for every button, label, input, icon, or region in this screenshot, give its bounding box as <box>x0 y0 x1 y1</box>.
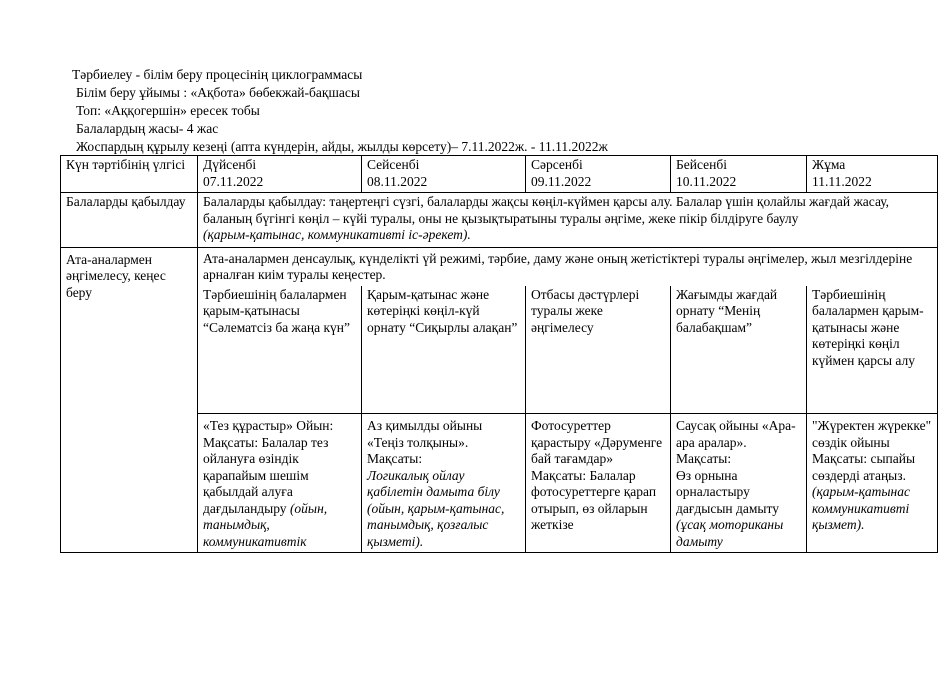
game-note: (ойын, қарым-қатынас, танымдық, қозғалыс қызметі). <box>367 500 505 549</box>
game-text: Саусақ ойыны «Ара-ара аралар». Мақсаты: <box>676 418 796 466</box>
game-note: (ұсақ моториканы дамыту <box>676 517 784 549</box>
day-name: Жұма <box>812 157 846 172</box>
game-cell <box>362 414 526 553</box>
game-text: «Тез құрастыр» Ойын: Мақсаты: Балалар тез ойлануға өзіндік қарапайым шешім қабылдай алуға дағдыландыру <box>203 418 334 516</box>
day-header <box>198 156 362 193</box>
parents-cell: Тәрбиешінің балалармен қарым-қатынасы “Сәлематсіз ба жаңа күн” <box>198 286 362 414</box>
parents-cell: Отбасы дәстүрлері туралы жеке әңгімелесу <box>526 286 671 414</box>
reception-note: (қарым-қатынас, коммуникативті іс-әрекет). <box>203 227 471 242</box>
game-text: Фотосуреттер қарастыру «Дәруменге бай тағамдар» Мақсаты: Балалар фотосуреттерге қарап отырып, өз ойларын жеткізе <box>531 418 663 532</box>
group-line: Топ: «Аққогершін» ересек тобы <box>76 103 260 118</box>
day-name: Дүйсенбі <box>203 157 257 172</box>
day-name: Сейсенбі <box>367 157 420 172</box>
day-name: Сәрсенбі <box>531 157 583 172</box>
game-text: "Жүректен жүрекке" сөздік ойыны Мақсаты: сыпайы сөздерді атаңыз. <box>812 418 932 483</box>
period-line: Жоспардың құрылу кезеңі (апта күндерін, айды, жылды көрсету)– 7.11.2022ж. - 11.11.2022ж <box>76 139 608 154</box>
day-header <box>526 156 671 193</box>
game-cell <box>198 414 362 553</box>
parents-cell: Жағымды жағдай орнату “Менің балабақшам” <box>671 286 807 414</box>
reception-text: Балаларды қабылдау: таңертеңгі сүзгі, балаларды жақсы көңіл-күймен қарсы алу. Балалар үшін қолайлы жағдай жасау, баланың бүгінгі көңіл – күйі туралы, оны не қызықтыратыны туралы әңгіме, жеке пікір білдіруге баулу <box>203 194 890 226</box>
parents-row <box>61 247 938 286</box>
table-header-row <box>61 156 938 193</box>
organization-line: Білім беру ұйымы : «Ақбота» бөбекжай-бақшасы <box>76 85 360 100</box>
game-cell <box>671 414 807 553</box>
day-header <box>807 156 938 193</box>
day-name: Бейсенбі <box>676 157 727 172</box>
game-note: (қарым-қатынас коммуникативті қызмет). <box>812 484 910 532</box>
page-title: Тәрбиелеу - білім беру процесінің циклограммасы <box>72 67 363 82</box>
game-text: Аз қимылды ойыны «Теңіз толқыны». Мақсаты: <box>367 418 483 466</box>
day-date: 10.11.2022 <box>676 173 737 189</box>
reception-label: Балаларды қабылдау <box>61 193 198 248</box>
game-cell <box>807 414 938 553</box>
day-header <box>671 156 807 193</box>
parents-label: Ата-аналармен әңгімелесу, кеңес беру <box>61 247 198 553</box>
game-goal: Өз орнына орналастыру дағдысын дамыту <box>676 467 779 516</box>
day-date: 11.11.2022 <box>812 173 872 189</box>
reception-text-cell <box>198 193 938 248</box>
reception-row <box>61 193 938 248</box>
game-cell <box>526 414 671 553</box>
game-note: (ойын, танымдық, коммуникативтік <box>203 500 328 549</box>
schedule-table <box>60 155 938 553</box>
game-goal: Логикалық ойлау қабілетін дамыта білу <box>367 467 500 499</box>
day-date: 07.11.2022 <box>203 173 264 189</box>
age-line: Балалардың жасы- 4 жас <box>76 121 219 136</box>
parents-cell: Тәрбиешінің балалармен қарым-қатынасы және көтеріңкі көңіл күймен қарсы алу <box>807 286 938 414</box>
corner-cell: Күн тәртібінің үлгісі <box>61 156 198 193</box>
parents-text: Ата-аналармен денсаулық, күнделікті үй режимі, тәрбие, даму және оның жетістіктері туралы әңгімелер, жыл мезгілдеріне арналған киім туралы кеңестер. <box>198 247 938 286</box>
parents-cell: Қарым-қатынас және көтеріңкі көңіл-күй орнату “Сиқырлы алақан” <box>362 286 526 414</box>
day-date: 08.11.2022 <box>367 173 428 189</box>
day-header <box>362 156 526 193</box>
day-date: 09.11.2022 <box>531 173 592 189</box>
